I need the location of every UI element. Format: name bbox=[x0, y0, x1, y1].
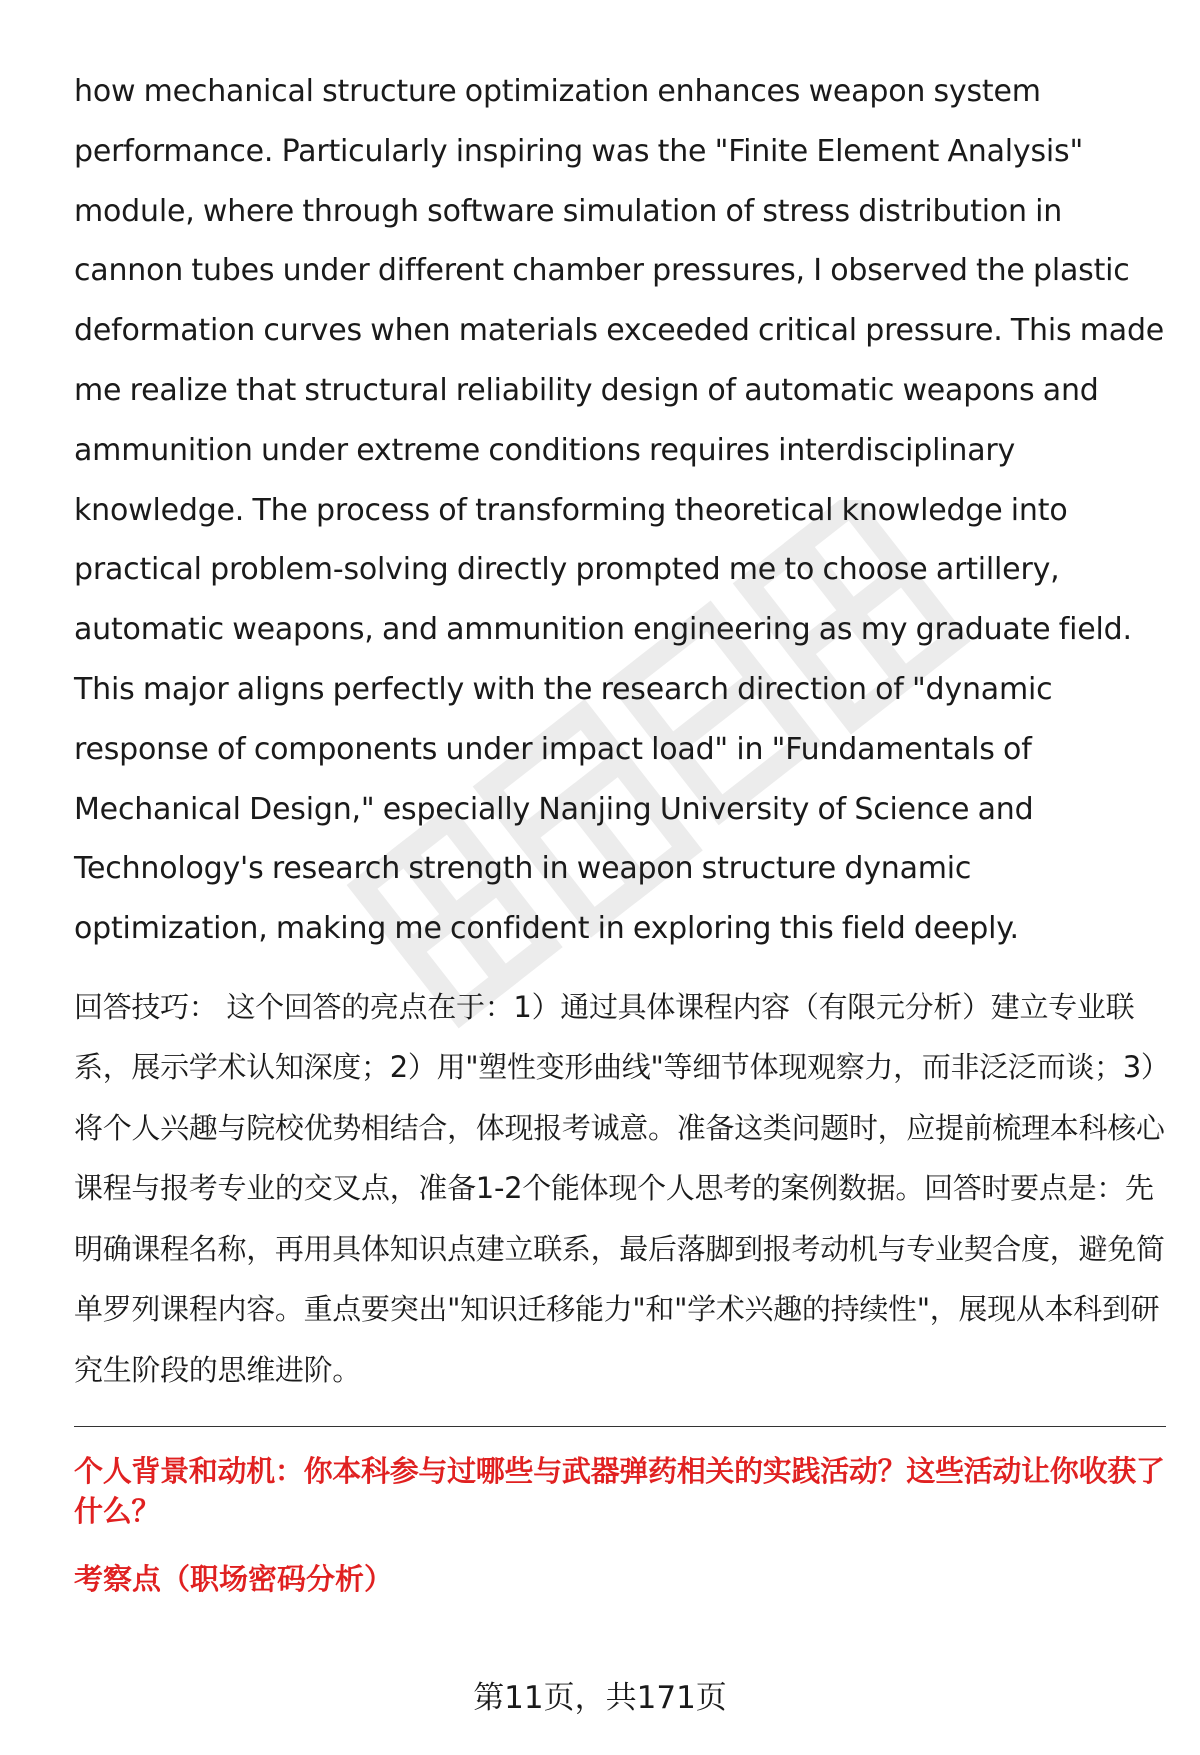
section-divider bbox=[74, 1426, 1166, 1427]
document-page bbox=[74, 62, 1166, 1599]
next-question-heading: 个人背景和动机：你本科参与过哪些与武器弹药相关的实践活动？这些活动让你收获了什么？ bbox=[74, 1454, 1165, 1529]
body-paragraph: how mechanical structure optimization enhances weapon system performance. Particularly inspiring was the "Finite Element Analysis" module, where through software simulation of stress distribution in cannon tubes under different chamber pressures, I observed the plastic deformation curves when materials exceeded critical pressure. This made me realize that structural reliability design of automatic weapons and ammunition under extreme conditions requires interdisciplinary knowledge. The process of transforming theoretical knowledge into practical problem-solving directly prompted me to choose artillery, automatic weapons, and ammunition engineering as my graduate field. This major aligns perfectly with the research direction of "dynamic response of components under impact load" in "Fundamentals of Mechanical Design," especially Nanjing University of Science and Technology's research strength in weapon structure dynamic optimization, making me confident in exploring this field deeply. bbox=[74, 74, 1165, 947]
page-number-footer: 第11页，共171页 bbox=[473, 1680, 727, 1716]
assessment-point-heading: 考察点（职场密码分析） bbox=[74, 1562, 394, 1597]
answer-tips-paragraph: 回答技巧： 这个回答的亮点在于：1）通过具体课程内容（有限元分析）建立专业联系，展示学术认知深度；2）用"塑性变形曲线"等细节体现观察力，而非泛泛而谈；3）将个人兴趣与院校优势相结合，体现报考诚意。准备这类问题时，应提前梳理本科核心课程与报考专业的交叉点，准备1-2个能体现个人思考的案例数据。回答时要点是：先明确课程名称，再用具体知识点建立联系，最后落脚到报考动机与专业契合度，避免简单罗列课程内容。重点要突出"知识迁移能力"和"学术兴趣的持续性"，展现从本科到研究生阶段的思维进阶。 bbox=[74, 989, 1165, 1387]
